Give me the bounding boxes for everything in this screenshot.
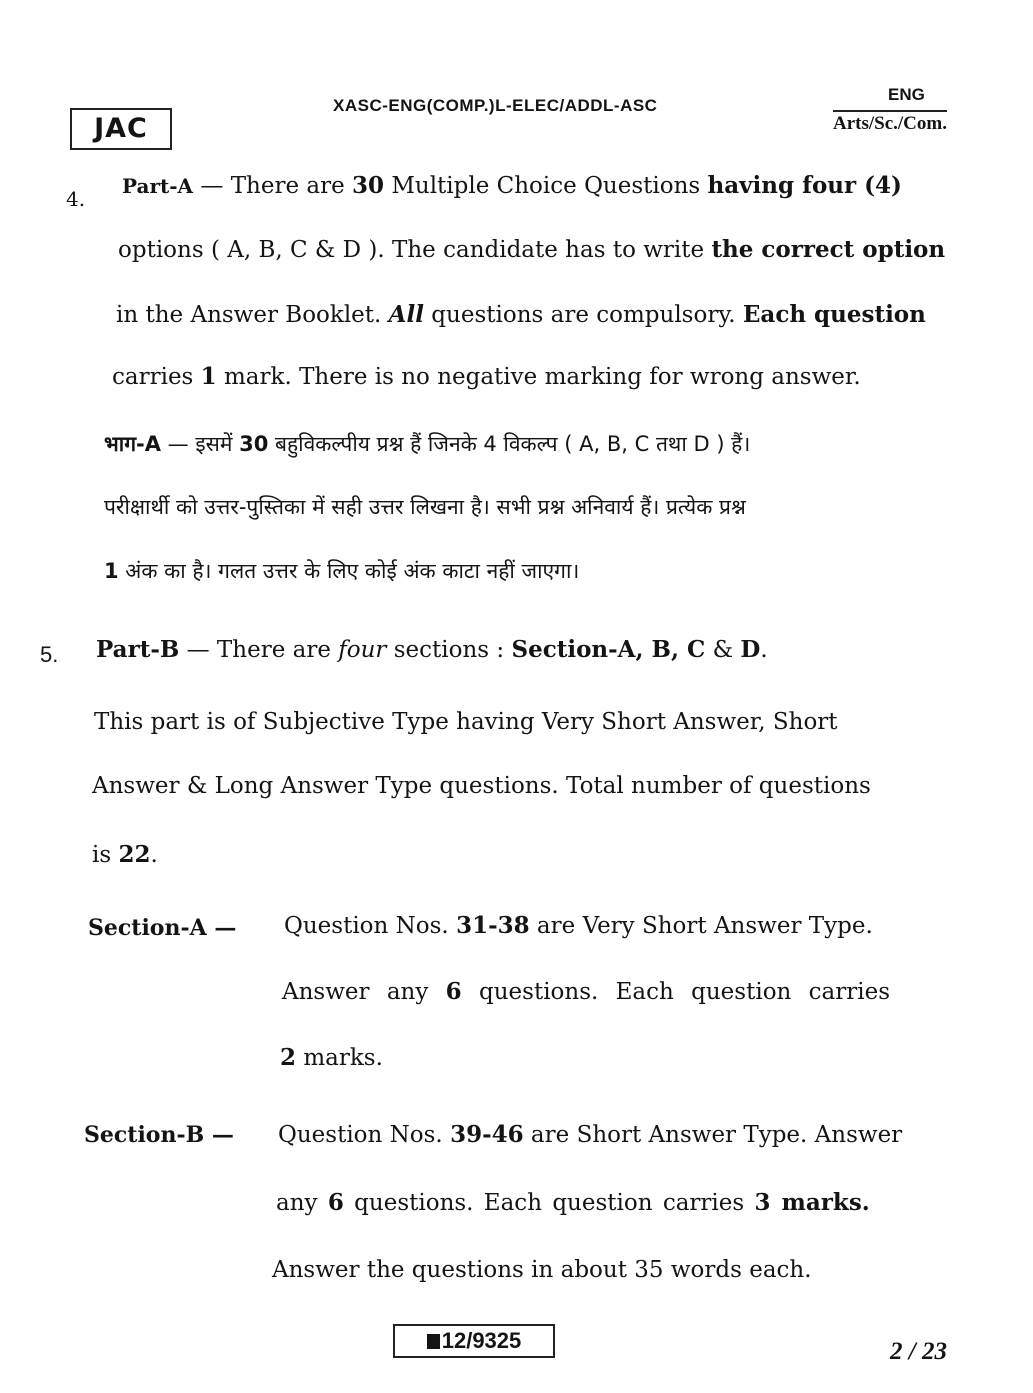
section-a-line-1: Question Nos. 31-38 are Very Short Answer Type. xyxy=(284,912,873,939)
board-box: JAC xyxy=(70,108,172,150)
item-4-hi-line-2: परीक्षार्थी को उत्तर-पुस्तिका में सही उत्तर लिखना है। सभी प्रश्न अनिवार्य हैं। प्रत्येक प्रश्न xyxy=(104,495,746,519)
paper-code: XASC-ENG(COMP.)L-ELEC/ADDL-ASC xyxy=(333,96,658,115)
footer-code-box: 12/9325 xyxy=(393,1324,555,1358)
subject-label: ENG xyxy=(888,85,925,104)
section-b-line-3: Answer the questions in about 35 words each. xyxy=(272,1257,812,1283)
page-number: 2 / 23 xyxy=(890,1338,947,1365)
item-5-number: 5. xyxy=(40,642,59,667)
item-5-line-2: This part is of Subjective Type having Very Short Answer, Short xyxy=(94,709,838,735)
item-5-line-3: Answer & Long Answer Type questions. Total number of questions xyxy=(92,773,871,799)
section-b-line-2: any 6 questions. Each question carries 3 marks. xyxy=(276,1189,870,1216)
item-4-en-line-1: Part-A — There are 30 Multiple Choice Questions having four (4) xyxy=(122,172,902,199)
section-b-line-1: Question Nos. 39-46 are Short Answer Type. Answer xyxy=(278,1121,903,1148)
item-4-en-line-3: in the Answer Booklet. All questions are compulsory. Each question xyxy=(116,301,926,328)
item-4-hi-line-1: भाग-A — इसमें 30 बहुविकल्पीय प्रश्न हैं जिनके 4 विकल्प ( A, B, C तथा D ) हैं। xyxy=(104,432,751,456)
section-b-label: Section-B — xyxy=(84,1122,234,1148)
section-a-line-2: Answer any 6 questions. Each question carries xyxy=(282,978,891,1005)
filled-square-icon xyxy=(427,1334,440,1349)
stream-label: Arts/Sc./Com. xyxy=(833,110,947,135)
section-a-label: Section-A — xyxy=(88,915,237,941)
item-4-hi-line-3: 1 अंक का है। गलत उत्तर के लिए कोई अंक काटा नहीं जाएगा। xyxy=(104,559,580,583)
item-4-number: 4. xyxy=(66,187,86,211)
item-4-en-line-4: carries 1 mark. There is no negative marking for wrong answer. xyxy=(112,363,861,390)
item-4-en-line-2: options ( A, B, C & D ). The candidate has to write the correct option xyxy=(118,236,946,263)
item-5-line-1: Part-B — There are four sections : Section-A, B, C & D. xyxy=(96,636,768,663)
section-a-line-3: 2 marks. xyxy=(280,1044,383,1071)
item-5-line-4: is 22. xyxy=(92,841,158,868)
